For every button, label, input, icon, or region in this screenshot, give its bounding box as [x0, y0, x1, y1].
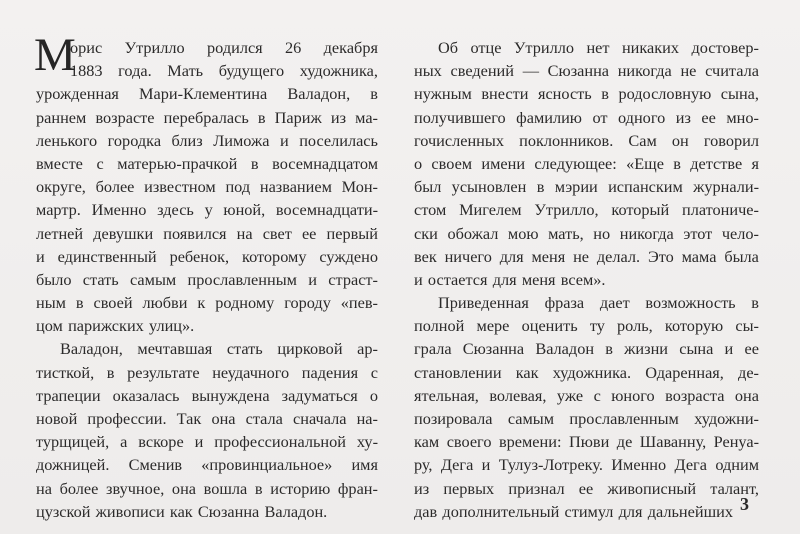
- text-line: цом парижских улиц».: [36, 316, 195, 336]
- text-line: ленького городка близ Лиможа и поселилась: [36, 130, 378, 150]
- text-line: и единственный ребенок, которому суждено: [36, 246, 378, 266]
- text-line: урожденная Мари-Клементина Валадон, в: [36, 84, 378, 104]
- text-line: на более звучное, она вошла в историю фран-: [36, 478, 378, 498]
- paragraph: [36, 36, 378, 337]
- paragraph: [36, 337, 378, 523]
- text-line: новой профессии. Так она стала сначала на-: [36, 409, 378, 428]
- text-line: трапеции оказалась вынуждена задуматься о: [36, 385, 378, 405]
- text-line: орис Утрилло родился 26 декабря: [70, 38, 378, 57]
- text-line: турщицей, а вскоре и профессиональной ху-: [36, 432, 378, 452]
- right-text-column: [414, 36, 759, 523]
- text-line: полной мере оценить ту роль, которую сы-: [414, 316, 759, 336]
- text-line: Об отце Утрилло нет никаких достовер-: [438, 38, 759, 57]
- text-line: раннем возрасте перебралась в Париж из ма-: [36, 107, 378, 127]
- paragraph: [414, 36, 759, 291]
- text-line: получившего фамилию от одного из ее мно-: [414, 107, 759, 127]
- text-line: стом Мигелем Утрилло, который платониче-: [414, 200, 759, 220]
- drop-cap-letter: М: [34, 29, 76, 81]
- text-line: дожницей. Сменив «провинциальное» имя: [36, 455, 378, 475]
- text-line: цузской живописи как Сюзанна Валадон.: [36, 501, 328, 521]
- text-line: ски обожал мою мать, но никогда этот чело-: [414, 223, 759, 243]
- text-line: вместе с матерью-прачкой в восемнадцатом: [36, 153, 378, 173]
- page-number: 3: [740, 494, 749, 514]
- text-line: кам своего времени: Пюви де Шаванну, Ренуа-: [414, 432, 759, 452]
- paragraph: [414, 291, 759, 523]
- text-line: летней девушки появился на свет ее первый: [36, 223, 378, 243]
- text-line: Приведенная фраза дает возможность в: [438, 293, 759, 313]
- text-line: грала Сюзанна Валадон в жизни сына и ее: [414, 339, 759, 359]
- text-line: мартр. Именно здесь у юной, восемнадцати-: [36, 200, 378, 220]
- text-line: был усыновлен в мэрии испанским журнали-: [414, 177, 759, 197]
- text-line: 1883 года. Мать будущего художника,: [70, 61, 378, 81]
- text-line: становлении как художника. Одаренная, де-: [414, 362, 759, 382]
- text-line: нужным внести ясность в родословную сына,: [414, 84, 759, 104]
- text-line: гочисленных поклонников. Сам он говорил: [414, 130, 759, 150]
- text-line: и остается для меня всем».: [414, 269, 606, 289]
- text-line: век ничего для меня не делал. Это мама была: [414, 246, 759, 266]
- text-line: о своем имени следующее: «Еще в детстве я: [414, 153, 759, 173]
- left-text-column: [34, 29, 378, 523]
- text-line: ру, Дега и Тулуз-Лотреку. Именно Дега одним: [414, 455, 759, 475]
- text-line: ных сведений — Сюзанна никогда не считала: [414, 61, 759, 81]
- text-line: Валадон, мечтавшая стать цирковой ар-: [60, 339, 378, 359]
- text-line: дав дополнительный стимул для дальнейших: [414, 501, 733, 521]
- text-line: округе, более известном под названием Мон-: [36, 177, 378, 197]
- text-line: ным в своей любви к родному городу «пев-: [36, 293, 378, 313]
- text-line: позировала самым прославленным художни-: [414, 409, 759, 428]
- text-line: из первых признал ее живописный талант,: [414, 478, 759, 498]
- text-line: было стать самым прославленным и страст-: [36, 269, 378, 289]
- text-line: тисткой, в результате неудачного падения с: [36, 362, 378, 382]
- text-line: ятельная, волевая, уже с юного возраста она: [414, 385, 759, 405]
